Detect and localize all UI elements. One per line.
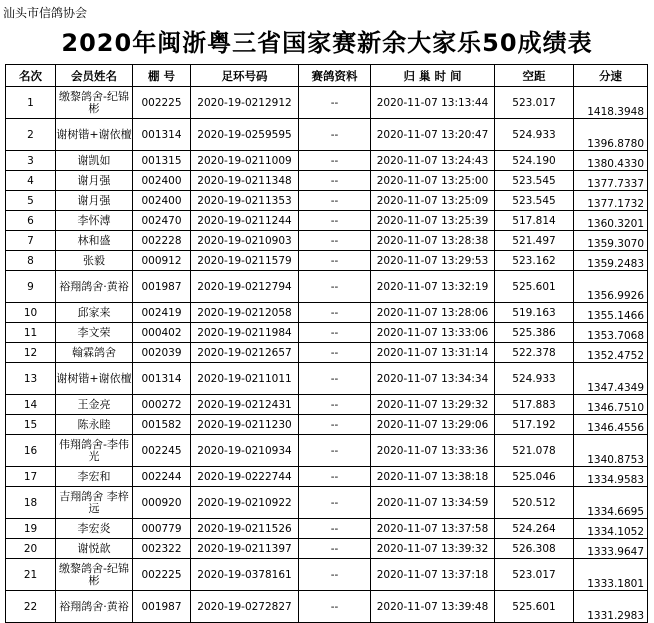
organization-name: 汕头市信鸽协会 (3, 6, 88, 20)
cell-rank: 21 (6, 559, 56, 591)
cell-ring-number: 2020-19-0211009 (191, 151, 299, 171)
cell-arrival-time: 2020-11-07 13:38:18 (371, 467, 495, 487)
table-row (6, 151, 648, 171)
cell-member-name: 林和盛 (56, 231, 133, 251)
cell-speed: 1418.3948 (574, 87, 648, 119)
cell-loft-number: 001987 (133, 271, 191, 303)
header-ring-number: 足环号码 (191, 65, 299, 87)
cell-member-name: 谢树锴+谢依檀 (56, 119, 133, 151)
cell-speed: 1346.4556 (574, 415, 648, 435)
cell-loft-number: 002400 (133, 191, 191, 211)
cell-rank: 5 (6, 191, 56, 211)
page-title: 2020年闽浙粤三省国家赛新余大家乐50成绩表 (61, 29, 593, 57)
cell-speed: 1352.4752 (574, 343, 648, 363)
cell-rank: 6 (6, 211, 56, 231)
cell-ring-number: 2020-19-0272827 (191, 591, 299, 623)
cell-arrival-time: 2020-11-07 13:28:06 (371, 303, 495, 323)
cell-arrival-time: 2020-11-07 13:25:00 (371, 171, 495, 191)
cell-pigeon-info: -- (299, 591, 371, 623)
cell-speed: 1353.7068 (574, 323, 648, 343)
cell-loft-number: 000272 (133, 395, 191, 415)
cell-ring-number: 2020-19-0212657 (191, 343, 299, 363)
cell-ring-number: 2020-19-0211353 (191, 191, 299, 211)
cell-pigeon-info: -- (299, 343, 371, 363)
cell-loft-number: 001987 (133, 591, 191, 623)
cell-arrival-time: 2020-11-07 13:13:44 (371, 87, 495, 119)
cell-arrival-time: 2020-11-07 13:24:43 (371, 151, 495, 171)
cell-arrival-time: 2020-11-07 13:29:53 (371, 251, 495, 271)
cell-distance: 522.378 (495, 343, 574, 363)
cell-pigeon-info: -- (299, 435, 371, 467)
cell-arrival-time: 2020-11-07 13:25:39 (371, 211, 495, 231)
cell-loft-number: 001314 (133, 119, 191, 151)
cell-distance: 523.545 (495, 191, 574, 211)
table-row (6, 415, 648, 435)
cell-member-name: 谢凯如 (56, 151, 133, 171)
cell-pigeon-info: -- (299, 519, 371, 539)
cell-pigeon-info: -- (299, 191, 371, 211)
table-row (6, 211, 648, 231)
table-row (6, 363, 648, 395)
cell-ring-number: 2020-19-0211244 (191, 211, 299, 231)
table-row (6, 87, 648, 119)
cell-distance: 526.308 (495, 539, 574, 559)
cell-loft-number: 002228 (133, 231, 191, 251)
cell-member-name: 邱家来 (56, 303, 133, 323)
cell-distance: 523.017 (495, 87, 574, 119)
cell-ring-number: 2020-19-0212431 (191, 395, 299, 415)
table-row (6, 395, 648, 415)
cell-distance: 517.883 (495, 395, 574, 415)
cell-member-name: 谢悦歆 (56, 539, 133, 559)
table-row (6, 591, 648, 623)
header-speed: 分速 (574, 65, 648, 87)
cell-speed: 1346.7510 (574, 395, 648, 415)
cell-speed: 1333.1801 (574, 559, 648, 591)
cell-ring-number: 2020-19-0210903 (191, 231, 299, 251)
cell-rank: 12 (6, 343, 56, 363)
table-row (6, 559, 648, 591)
cell-arrival-time: 2020-11-07 13:33:36 (371, 435, 495, 467)
cell-member-name: 李文荣 (56, 323, 133, 343)
cell-loft-number: 002225 (133, 87, 191, 119)
cell-pigeon-info: -- (299, 87, 371, 119)
cell-pigeon-info: -- (299, 271, 371, 303)
cell-member-name: 王金亮 (56, 395, 133, 415)
cell-ring-number: 2020-19-0211984 (191, 323, 299, 343)
cell-loft-number: 000402 (133, 323, 191, 343)
table-body (6, 87, 648, 623)
cell-speed: 1377.7337 (574, 171, 648, 191)
cell-ring-number: 2020-19-0211011 (191, 363, 299, 395)
cell-rank: 15 (6, 415, 56, 435)
cell-rank: 9 (6, 271, 56, 303)
cell-rank: 22 (6, 591, 56, 623)
cell-distance: 517.192 (495, 415, 574, 435)
cell-distance: 520.512 (495, 487, 574, 519)
cell-distance: 523.545 (495, 171, 574, 191)
table-header-row (6, 65, 648, 87)
cell-ring-number: 2020-19-0212794 (191, 271, 299, 303)
cell-arrival-time: 2020-11-07 13:33:06 (371, 323, 495, 343)
cell-rank: 18 (6, 487, 56, 519)
cell-speed: 1334.9583 (574, 467, 648, 487)
cell-loft-number: 002419 (133, 303, 191, 323)
table-row (6, 171, 648, 191)
cell-loft-number: 002225 (133, 559, 191, 591)
cell-rank: 7 (6, 231, 56, 251)
cell-rank: 17 (6, 467, 56, 487)
cell-loft-number: 000912 (133, 251, 191, 271)
cell-ring-number: 2020-19-0210922 (191, 487, 299, 519)
cell-member-name: 李宏和 (56, 467, 133, 487)
cell-arrival-time: 2020-11-07 13:32:19 (371, 271, 495, 303)
cell-arrival-time: 2020-11-07 13:37:18 (371, 559, 495, 591)
cell-ring-number: 2020-19-0211230 (191, 415, 299, 435)
cell-rank: 4 (6, 171, 56, 191)
cell-ring-number: 2020-19-0212058 (191, 303, 299, 323)
cell-distance: 525.386 (495, 323, 574, 343)
cell-pigeon-info: -- (299, 363, 371, 395)
cell-distance: 525.601 (495, 271, 574, 303)
cell-rank: 13 (6, 363, 56, 395)
header-arrival-time: 归 巢 时 间 (371, 65, 495, 87)
results-table (5, 64, 648, 623)
cell-ring-number: 2020-19-0211526 (191, 519, 299, 539)
table-row (6, 231, 648, 251)
cell-distance: 524.264 (495, 519, 574, 539)
cell-member-name: 吉翔鸽舍 李梓远 (56, 487, 133, 519)
cell-arrival-time: 2020-11-07 13:34:59 (371, 487, 495, 519)
header-distance: 空距 (495, 65, 574, 87)
cell-ring-number: 2020-19-0378161 (191, 559, 299, 591)
cell-member-name: 裕翔鸽舍·黄裕 (56, 271, 133, 303)
cell-arrival-time: 2020-11-07 13:39:32 (371, 539, 495, 559)
cell-loft-number: 002039 (133, 343, 191, 363)
cell-distance: 523.017 (495, 559, 574, 591)
cell-loft-number: 002322 (133, 539, 191, 559)
cell-speed: 1360.3201 (574, 211, 648, 231)
cell-member-name: 谢月强 (56, 191, 133, 211)
cell-distance: 524.933 (495, 119, 574, 151)
cell-pigeon-info: -- (299, 323, 371, 343)
cell-pigeon-info: -- (299, 211, 371, 231)
cell-loft-number: 001582 (133, 415, 191, 435)
header-loft-number: 棚 号 (133, 65, 191, 87)
cell-pigeon-info: -- (299, 303, 371, 323)
cell-pigeon-info: -- (299, 559, 371, 591)
cell-speed: 1347.4349 (574, 363, 648, 395)
cell-member-name: 李宏炎 (56, 519, 133, 539)
cell-speed: 1334.6695 (574, 487, 648, 519)
cell-loft-number: 000779 (133, 519, 191, 539)
cell-distance: 525.601 (495, 591, 574, 623)
cell-loft-number: 001315 (133, 151, 191, 171)
cell-member-name: 缴黎鸽舍-纪锦彬 (56, 87, 133, 119)
cell-arrival-time: 2020-11-07 13:31:14 (371, 343, 495, 363)
cell-distance: 517.814 (495, 211, 574, 231)
cell-distance: 525.046 (495, 467, 574, 487)
table-row (6, 119, 648, 151)
cell-rank: 11 (6, 323, 56, 343)
table-row (6, 519, 648, 539)
table-row (6, 191, 648, 211)
cell-member-name: 谢月强 (56, 171, 133, 191)
cell-rank: 16 (6, 435, 56, 467)
cell-distance: 524.190 (495, 151, 574, 171)
cell-speed: 1356.9926 (574, 271, 648, 303)
table-row (6, 323, 648, 343)
table-row (6, 303, 648, 323)
cell-ring-number: 2020-19-0222744 (191, 467, 299, 487)
cell-speed: 1377.1732 (574, 191, 648, 211)
cell-rank: 14 (6, 395, 56, 415)
cell-rank: 19 (6, 519, 56, 539)
header-member-name: 会员姓名 (56, 65, 133, 87)
cell-pigeon-info: -- (299, 395, 371, 415)
cell-loft-number: 000920 (133, 487, 191, 519)
cell-ring-number: 2020-19-0210934 (191, 435, 299, 467)
table-row (6, 251, 648, 271)
table-row (6, 271, 648, 303)
cell-arrival-time: 2020-11-07 13:39:48 (371, 591, 495, 623)
cell-pigeon-info: -- (299, 415, 371, 435)
cell-rank: 8 (6, 251, 56, 271)
cell-distance: 523.162 (495, 251, 574, 271)
cell-arrival-time: 2020-11-07 13:20:47 (371, 119, 495, 151)
cell-member-name: 缴黎鸽舍-纪锦彬 (56, 559, 133, 591)
cell-loft-number: 002245 (133, 435, 191, 467)
cell-distance: 521.497 (495, 231, 574, 251)
cell-arrival-time: 2020-11-07 13:34:34 (371, 363, 495, 395)
cell-loft-number: 002400 (133, 171, 191, 191)
cell-loft-number: 002244 (133, 467, 191, 487)
cell-speed: 1331.2983 (574, 591, 648, 623)
cell-speed: 1396.8780 (574, 119, 648, 151)
cell-member-name: 翰霖鸽舍 (56, 343, 133, 363)
cell-member-name: 陈永睦 (56, 415, 133, 435)
cell-pigeon-info: -- (299, 231, 371, 251)
header-rank: 名次 (6, 65, 56, 87)
table-row (6, 435, 648, 467)
cell-arrival-time: 2020-11-07 13:29:32 (371, 395, 495, 415)
cell-rank: 1 (6, 87, 56, 119)
table-row (6, 487, 648, 519)
cell-speed: 1340.8753 (574, 435, 648, 467)
table-row (6, 343, 648, 363)
cell-speed: 1380.4330 (574, 151, 648, 171)
cell-speed: 1333.9647 (574, 539, 648, 559)
cell-arrival-time: 2020-11-07 13:37:58 (371, 519, 495, 539)
cell-arrival-time: 2020-11-07 13:25:09 (371, 191, 495, 211)
cell-member-name: 张毅 (56, 251, 133, 271)
cell-pigeon-info: -- (299, 151, 371, 171)
cell-speed: 1334.1052 (574, 519, 648, 539)
cell-rank: 2 (6, 119, 56, 151)
cell-distance: 521.078 (495, 435, 574, 467)
cell-loft-number: 001314 (133, 363, 191, 395)
cell-ring-number: 2020-19-0259595 (191, 119, 299, 151)
cell-rank: 3 (6, 151, 56, 171)
cell-ring-number: 2020-19-0212912 (191, 87, 299, 119)
cell-loft-number: 002470 (133, 211, 191, 231)
cell-distance: 524.933 (495, 363, 574, 395)
cell-speed: 1359.3070 (574, 231, 648, 251)
table-row (6, 539, 648, 559)
cell-rank: 20 (6, 539, 56, 559)
cell-member-name: 李怀溥 (56, 211, 133, 231)
header-pigeon-info: 赛鸽资料 (299, 65, 371, 87)
cell-pigeon-info: -- (299, 539, 371, 559)
cell-ring-number: 2020-19-0211397 (191, 539, 299, 559)
cell-member-name: 伟翔鸽舍-李伟光 (56, 435, 133, 467)
cell-pigeon-info: -- (299, 467, 371, 487)
table-row (6, 467, 648, 487)
cell-arrival-time: 2020-11-07 13:28:38 (371, 231, 495, 251)
cell-rank: 10 (6, 303, 56, 323)
cell-distance: 519.163 (495, 303, 574, 323)
cell-ring-number: 2020-19-0211579 (191, 251, 299, 271)
cell-member-name: 谢树锴+谢依檀 (56, 363, 133, 395)
cell-pigeon-info: -- (299, 171, 371, 191)
cell-pigeon-info: -- (299, 251, 371, 271)
cell-arrival-time: 2020-11-07 13:29:06 (371, 415, 495, 435)
cell-pigeon-info: -- (299, 487, 371, 519)
cell-ring-number: 2020-19-0211348 (191, 171, 299, 191)
cell-member-name: 裕翔鸽舍·黄裕 (56, 591, 133, 623)
cell-speed: 1355.1466 (574, 303, 648, 323)
cell-pigeon-info: -- (299, 119, 371, 151)
cell-speed: 1359.2483 (574, 251, 648, 271)
